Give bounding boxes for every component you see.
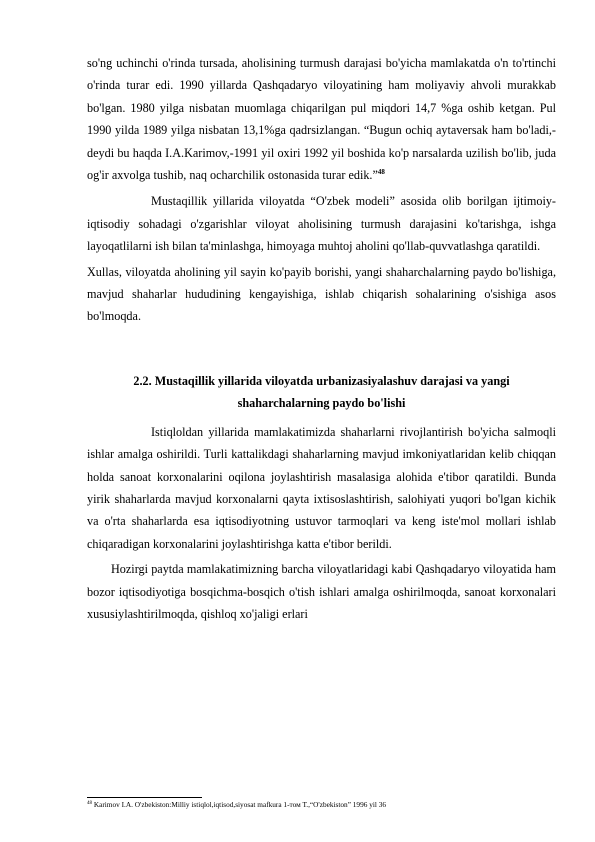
section-heading-line-1: 2.2. Mustaqillik yillarida viloyatda urbanizasiyalashuv darajasi va yangi	[133, 373, 510, 388]
footnote-divider	[87, 797, 202, 798]
footnote-number: 48	[87, 801, 92, 806]
footnote-text: Karimov I.A. O'zbekiston:Milliy istiqlol,iqtisod,siyosat mafkura 1-том Т.,“O'zbekiston” 1996 yil 36	[92, 800, 387, 809]
section-heading-line-2: shaharchalarning paydo bo'lishi	[237, 396, 406, 411]
paragraph-3: Xullas, viloyatda aholining yil sayin ko'payib borishi, yangi shaharchalarning paydo bo'lishiga, mavjud shaharlar hududining kengayishiga, ishlab chiqarish sohalarining o'sishiga asos bo'lmoqda.	[87, 264, 556, 324]
paragraph-5: Hozirgi paytda mamlakatimizning barcha viloyatlaridagi kabi Qashqadaryo viloyatida ham bozor iqtisodiyotiga bosqichma-bosqich o'tish ishlari amalga oshirilmoqda, sanoat korxonalari xususiylashtirilmoqda, qishloq xo'jaligi erlari	[87, 562, 556, 621]
paragraph-4: Istiqloldan yillarida mamlakatimizda shaharlarni rivojlantirish bo'yicha salmoqli ishlar amalga oshirildi. Turli kattalikdagi shaharlarning mavjud imkoniyatlaridan kelib chiqqan holda sanoat korxonalarini oqilona joylashtirish masalasiga alohida e'tibor qaratildi. Bunda yirik shaharlarda mavjud korxonalarni qayta ixtisoslashtirish, salohiyati yuqori bo'lgan kichik va o'rta shaharlarda esa iqtisodiyotning ustuvor tarmoqlari va keng iste'mol mollari ishlab chiqaradigan korxonalarini joylashtirishga katta e'tibor berildi.	[87, 424, 556, 551]
paragraph-1-text: so'ng uchinchi o'rinda tursada, aholisining turmush darajasi bo'yicha mamlakatda o'n to'rtinchi o'rinda turar edi. 1990 yillarda Qashqadaryo viloyatining ham moliyaviy ahvoli murakkab bo'lgan. 1980 yilga nisbatan muomlaga chiqarilgan pul miqdori 14,7 %ga oshib ketgan. Pul 1990 yilda 1989 yilga nisbatan 13,1%ga qadrsizlangan. “Bugun ochiq aytaversak ham bo'ladi,-deydi bu haqda I.A.Karimov,-1991 yil oxiri 1992 yil boshida ko'p narsalarda uzilish bo'lib, juda og'ir axvolga tushib, naq ocharchilik ostonasida turar edik.”	[87, 56, 556, 183]
body-text	[87, 52, 556, 625]
section-heading	[87, 370, 556, 415]
paragraph-2: Mustaqillik yillarida viloyatda “O'zbek modeli” asosida olib borilgan ijtimoiy-iqtisodiy sohadagi o'zgarishlar viloyat aholisining turmush darajasini ko'tarishga, ishga layoqatlilarni ish bilan ta'minlashga, himoyaga muhtoj aholini qo'llab-quvvatlashga qaratildi.	[87, 194, 556, 254]
footnote	[87, 800, 567, 810]
footnote-reference: 48	[377, 168, 385, 177]
paragraph-1	[87, 52, 556, 186]
